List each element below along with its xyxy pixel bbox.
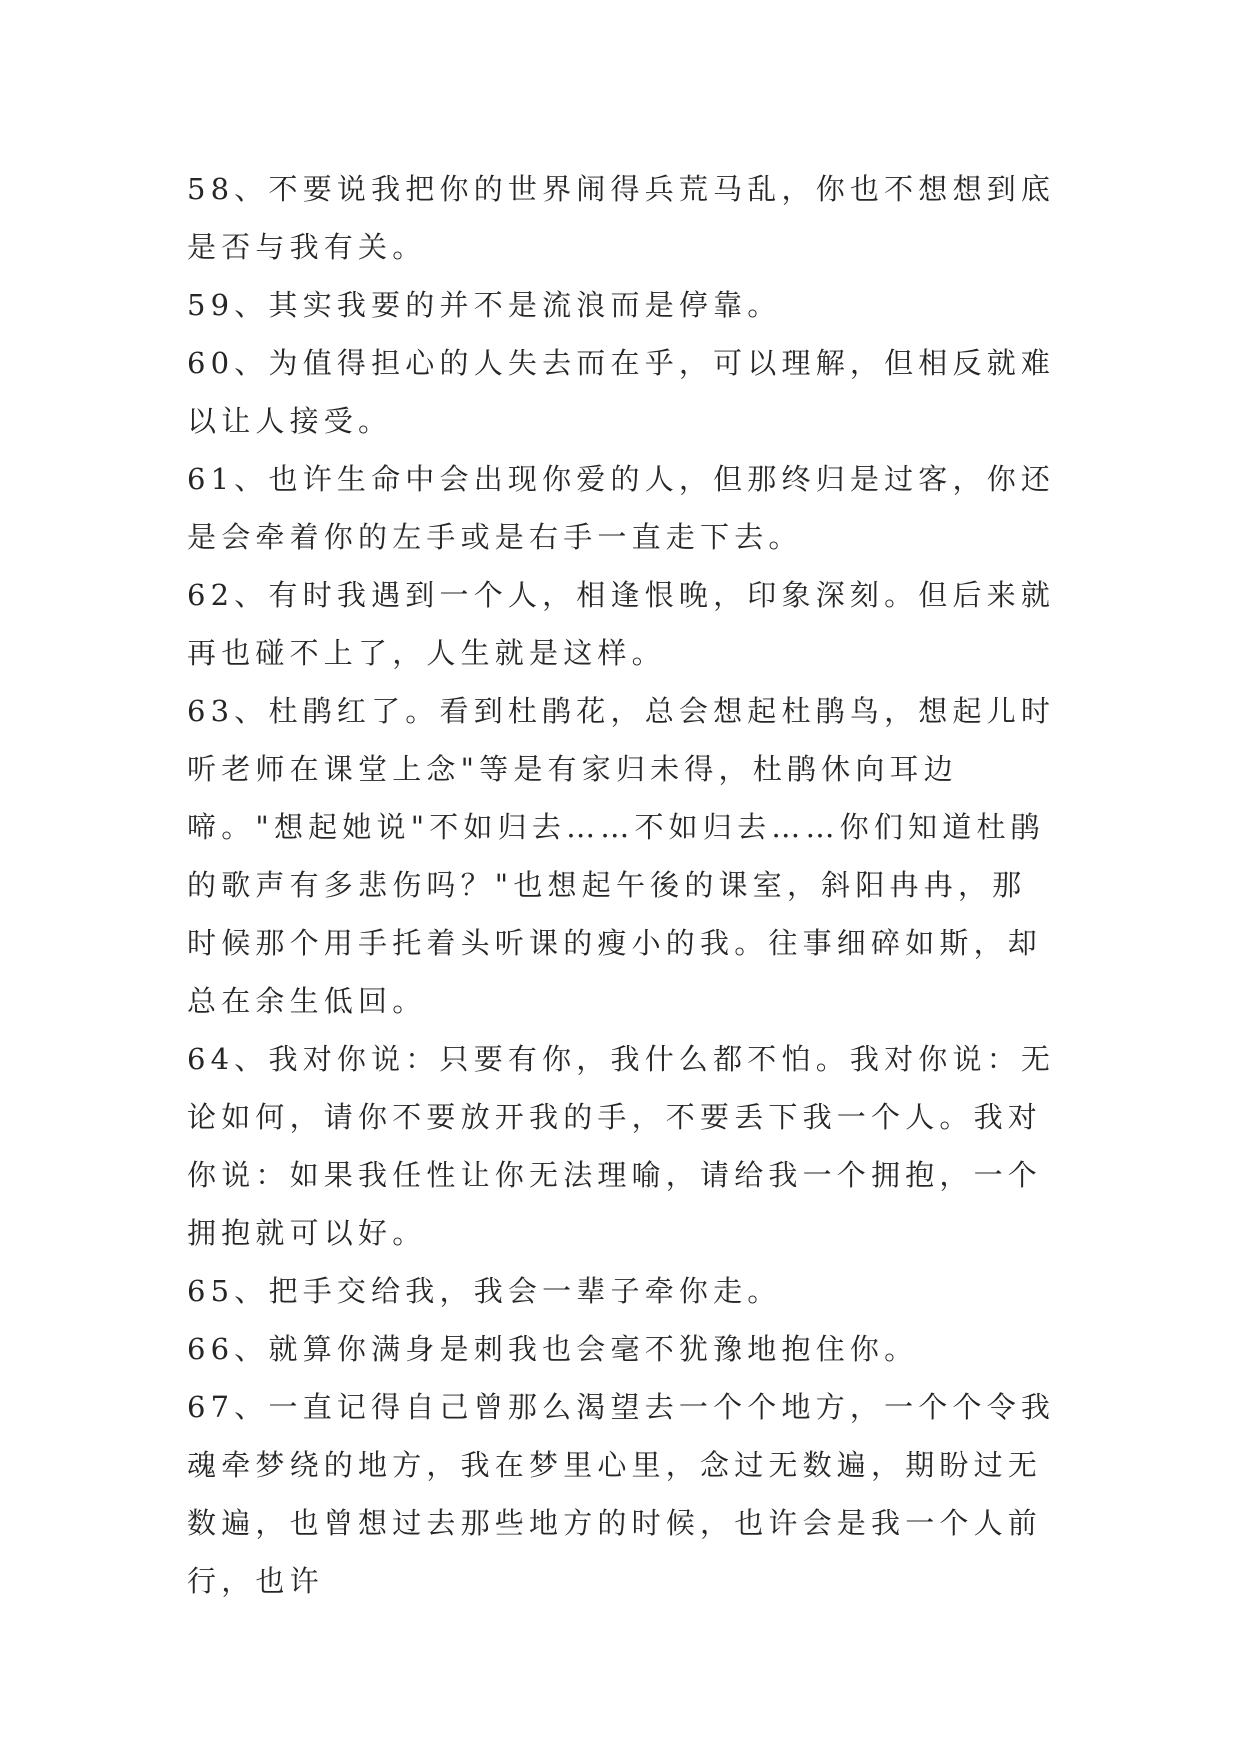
paragraph-67: 67、一直记得自己曾那么渴望去一个个地方，一个个令我魂牵梦绕的地方，我在梦里心里，念过无数遍，期盼过无数遍，也曾想过去那些地方的时候，也许会是我一个人前行，也许 — [187, 1390, 1056, 1598]
paragraph-61: 61、也许生命中会出现你爱的人，但那终归是过客，你还是会牵着你的左手或是右手一直走下去。 — [187, 462, 1056, 554]
paragraph-65: 65、把手交给我，我会一辈子牵你走。 — [187, 1274, 782, 1308]
paragraph-62: 62、有时我遇到一个人，相逢恨晚，印象深刻。但后来就再也碰不上了，人生就是这样。 — [187, 578, 1056, 670]
paragraph-60: 60、为值得担心的人失去而在乎，可以理解，但相反就难以让人接受。 — [187, 346, 1056, 438]
paragraph-64: 64、我对你说：只要有你，我什么都不怕。我对你说：无论如何，请你不要放开我的手，不要丢下我一个人。我对你说：如果我任性让你无法理喻，请给我一个拥抱，一个拥抱就可以好。 — [187, 1042, 1056, 1250]
paragraph-63: 63、杜鹃红了。看到杜鹃花，总会想起杜鹃鸟，想起儿时听老师在课堂上念"等是有家归未得，杜鹃休向耳边啼。"想起她说"不如归去……不如归去……你们知道杜鹃的歌声有多悲伤吗？"也想起午後的课室，斜阳冉冉，那时候那个用手托着头听课的瘦小的我。往事细碎如斯，却总在余生低回。 — [187, 694, 1056, 1018]
body-text — [187, 160, 1057, 1610]
paragraph-66: 66、就算你满身是刺我也会毫不犹豫地抱住你。 — [187, 1332, 919, 1366]
paragraph-58: 58、不要说我把你的世界闹得兵荒马乱，你也不想想到底是否与我有关。 — [187, 172, 1056, 264]
paragraph-59: 59、其实我要的并不是流浪而是停靠。 — [187, 288, 782, 322]
